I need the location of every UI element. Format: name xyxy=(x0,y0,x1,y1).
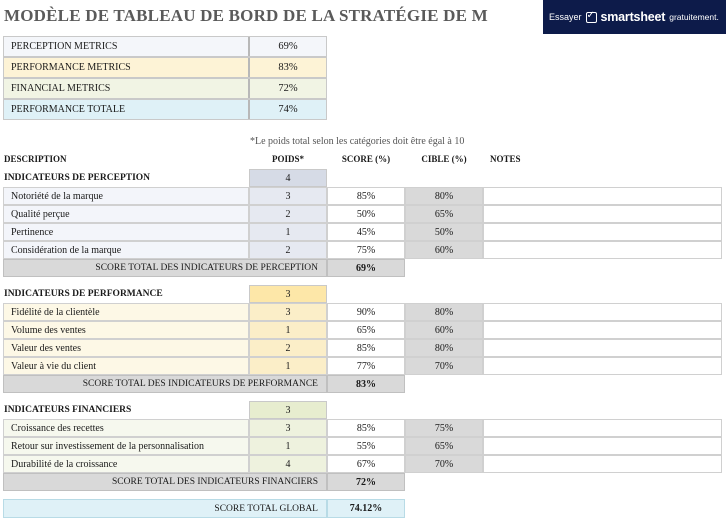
section-total-label: SCORE TOTAL DES INDICATEURS DE PERFORMANCE xyxy=(3,375,327,393)
summary-label: FINANCIAL METRICS xyxy=(4,79,250,98)
section-title: INDICATEURS DE PERFORMANCE xyxy=(4,289,163,299)
row-notes[interactable] xyxy=(483,223,722,241)
section-weight: 3 xyxy=(249,285,327,303)
section-weight: 3 xyxy=(249,401,327,419)
global-total-label: SCORE TOTAL GLOBAL xyxy=(3,499,327,518)
summary-value: 74% xyxy=(278,104,298,115)
row-description: Considération de la marque xyxy=(3,241,249,259)
row-notes[interactable] xyxy=(483,321,722,339)
section-total-value: 69% xyxy=(327,259,405,277)
row-description: Valeur à vie du client xyxy=(3,357,249,375)
row-description: Retour sur investissement de la personnalisation xyxy=(3,437,249,455)
global-total-value: 74.12% xyxy=(327,499,405,518)
row-target[interactable]: 60% xyxy=(405,241,483,259)
section-total-value: 72% xyxy=(327,473,405,491)
section-title: INDICATEURS FINANCIERS xyxy=(4,405,132,415)
row-description: Durabilité de la croissance xyxy=(3,455,249,473)
row-score[interactable]: 85% xyxy=(327,187,405,205)
row-target[interactable]: 70% xyxy=(405,455,483,473)
row-notes[interactable] xyxy=(483,455,722,473)
row-weight[interactable]: 1 xyxy=(249,223,327,241)
row-description: Volume des ventes xyxy=(3,321,249,339)
row-score[interactable]: 90% xyxy=(327,303,405,321)
row-notes[interactable] xyxy=(483,187,722,205)
row-score[interactable]: 65% xyxy=(327,321,405,339)
row-description: Qualité perçue xyxy=(3,205,249,223)
smartsheet-trial-banner[interactable] xyxy=(543,0,726,34)
row-notes[interactable] xyxy=(483,437,722,455)
row-score[interactable]: 77% xyxy=(327,357,405,375)
row-description: Notoriété de la marque xyxy=(3,187,249,205)
summary-label: PERCEPTION METRICS xyxy=(4,37,250,56)
header-score: SCORE (%) xyxy=(341,154,391,164)
summary-row-perception xyxy=(3,36,327,57)
row-target[interactable]: 80% xyxy=(405,187,483,205)
summary-value: 72% xyxy=(278,83,298,94)
row-notes[interactable] xyxy=(483,419,722,437)
row-weight[interactable]: 3 xyxy=(249,303,327,321)
section-title: INDICATEURS DE PERCEPTION xyxy=(4,173,151,183)
row-notes[interactable] xyxy=(483,339,722,357)
section-total-value: 83% xyxy=(327,375,405,393)
row-target[interactable]: 65% xyxy=(405,205,483,223)
summary-row-total xyxy=(3,99,327,120)
row-target[interactable]: 80% xyxy=(405,303,483,321)
summary-label: PERFORMANCE TOTALE xyxy=(4,100,250,119)
row-notes[interactable] xyxy=(483,303,722,321)
banner-free-text: gratuitement. xyxy=(669,12,719,22)
section-total-label: SCORE TOTAL DES INDICATEURS FINANCIERS xyxy=(3,473,327,491)
smartsheet-check-icon xyxy=(586,12,597,23)
row-notes[interactable] xyxy=(483,205,722,223)
row-score[interactable]: 75% xyxy=(327,241,405,259)
row-weight[interactable]: 3 xyxy=(249,419,327,437)
row-weight[interactable]: 2 xyxy=(249,205,327,223)
weight-note: *Le poids total selon les catégories doit être égal à 10 xyxy=(250,136,465,147)
section-total-label: SCORE TOTAL DES INDICATEURS DE PERCEPTION xyxy=(3,259,327,277)
row-description: Valeur des ventes xyxy=(3,339,249,357)
page-title: MODÈLE DE TABLEAU DE BORD DE LA STRATÉGIE DE M xyxy=(4,6,488,25)
header-description: DESCRIPTION xyxy=(4,154,67,164)
summary-row-performance xyxy=(3,57,327,78)
row-notes[interactable] xyxy=(483,357,722,375)
row-description: Pertinence xyxy=(3,223,249,241)
row-weight[interactable]: 4 xyxy=(249,455,327,473)
section-weight: 4 xyxy=(249,169,327,187)
row-description: Fidélité de la clientèle xyxy=(3,303,249,321)
header-weight: POIDS* xyxy=(271,154,304,164)
row-target[interactable]: 80% xyxy=(405,339,483,357)
row-description: Croissance des recettes xyxy=(3,419,249,437)
row-target[interactable]: 60% xyxy=(405,321,483,339)
row-score[interactable]: 85% xyxy=(327,339,405,357)
row-score[interactable]: 55% xyxy=(327,437,405,455)
summary-value: 83% xyxy=(278,62,298,73)
row-target[interactable]: 50% xyxy=(405,223,483,241)
row-score[interactable]: 85% xyxy=(327,419,405,437)
banner-brand: smartsheet xyxy=(600,10,666,24)
row-weight[interactable]: 3 xyxy=(249,187,327,205)
row-notes[interactable] xyxy=(483,241,722,259)
summary-label: PERFORMANCE METRICS xyxy=(4,58,250,77)
row-weight[interactable]: 1 xyxy=(249,437,327,455)
summary-row-financial xyxy=(3,78,327,99)
row-target[interactable]: 70% xyxy=(405,357,483,375)
row-weight[interactable]: 1 xyxy=(249,321,327,339)
banner-try-text: Essayer xyxy=(549,12,582,22)
row-score[interactable]: 45% xyxy=(327,223,405,241)
row-score[interactable]: 50% xyxy=(327,205,405,223)
row-target[interactable]: 75% xyxy=(405,419,483,437)
row-weight[interactable]: 2 xyxy=(249,339,327,357)
row-weight[interactable]: 2 xyxy=(249,241,327,259)
row-target[interactable]: 65% xyxy=(405,437,483,455)
row-score[interactable]: 67% xyxy=(327,455,405,473)
header-target: CIBLE (%) xyxy=(421,154,467,164)
header-notes: NOTES xyxy=(490,154,521,164)
row-weight[interactable]: 1 xyxy=(249,357,327,375)
summary-value: 69% xyxy=(278,41,298,52)
